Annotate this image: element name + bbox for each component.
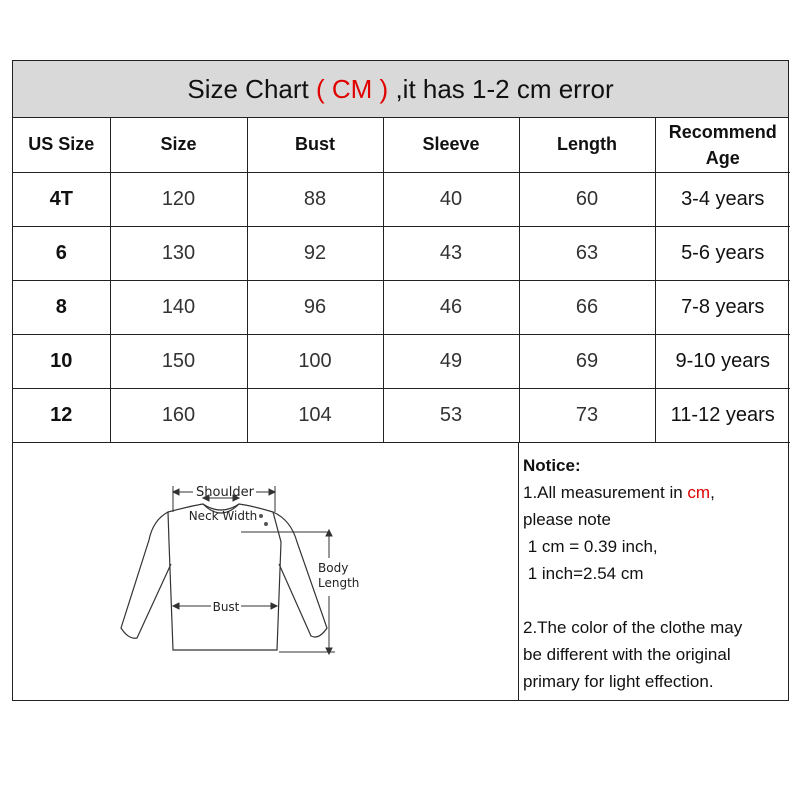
cell-sleeve: 53 xyxy=(383,388,519,442)
notice-text xyxy=(523,452,785,695)
section-divider xyxy=(518,442,519,700)
cell-bust: 92 xyxy=(247,226,383,280)
notice-line-1-suffix: , xyxy=(710,483,715,502)
label-neck-width: Neck Width xyxy=(188,509,258,523)
notice-line-5: 2.The color of the clothe may xyxy=(523,618,743,637)
table-row xyxy=(13,172,790,226)
notice-unit: cm xyxy=(687,483,711,502)
cell-age: 5-6 years xyxy=(655,226,790,280)
cell-size: 150 xyxy=(110,334,247,388)
cell-length: 60 xyxy=(519,172,655,226)
cell-sleeve: 40 xyxy=(383,172,519,226)
cell-sleeve: 49 xyxy=(383,334,519,388)
table-header-row xyxy=(13,118,790,172)
header-size: Size xyxy=(110,118,247,172)
title-unit: ( CM ) xyxy=(316,73,389,104)
header-sleeve: Sleeve xyxy=(383,118,519,172)
notice-spacer xyxy=(523,587,785,614)
cell-sleeve: 43 xyxy=(383,226,519,280)
chart-title xyxy=(13,61,788,118)
cell-length: 63 xyxy=(519,226,655,280)
cell-bust: 104 xyxy=(247,388,383,442)
cell-age: 11-12 years xyxy=(655,388,790,442)
cell-bust: 100 xyxy=(247,334,383,388)
notice-line-7: primary for light effection. xyxy=(523,672,714,691)
cell-age: 9-10 years xyxy=(655,334,790,388)
cell-bust: 96 xyxy=(247,280,383,334)
size-table xyxy=(13,118,790,443)
cell-size: 120 xyxy=(110,172,247,226)
notice-line-4: 1 inch=2.54 cm xyxy=(523,564,644,583)
info-section xyxy=(13,442,788,700)
cell-sleeve: 46 xyxy=(383,280,519,334)
notice-line-3: 1 cm = 0.39 inch, xyxy=(523,537,658,556)
cell-length: 73 xyxy=(519,388,655,442)
title-suffix: ,it has 1-2 cm error xyxy=(395,73,614,104)
cell-us-size: 4T xyxy=(13,172,110,226)
notice-heading: Notice: xyxy=(523,456,581,475)
label-body-length-2: Length xyxy=(318,576,360,590)
shirt-body-outline xyxy=(168,504,281,650)
cell-us-size: 6 xyxy=(13,226,110,280)
button-dot xyxy=(264,522,268,526)
button-dot xyxy=(259,514,263,518)
cell-size: 130 xyxy=(110,226,247,280)
cell-age: 3-4 years xyxy=(655,172,790,226)
notice-line-1 xyxy=(523,479,785,506)
cell-length: 69 xyxy=(519,334,655,388)
label-shoulder: Shoulder xyxy=(196,485,254,500)
cell-us-size: 10 xyxy=(13,334,110,388)
cell-size: 140 xyxy=(110,280,247,334)
header-recommend-age: Recommend Age xyxy=(655,118,790,172)
left-sleeve-outline xyxy=(121,512,171,638)
label-body-length-1: Body xyxy=(318,561,349,575)
header-length: Length xyxy=(519,118,655,172)
table-row xyxy=(13,280,790,334)
table-row xyxy=(13,226,790,280)
header-bust: Bust xyxy=(247,118,383,172)
table-row xyxy=(13,334,790,388)
header-us-size: US Size xyxy=(13,118,110,172)
table-row xyxy=(13,388,790,442)
cell-bust: 88 xyxy=(247,172,383,226)
cell-us-size: 12 xyxy=(13,388,110,442)
size-chart xyxy=(12,60,789,701)
measurement-diagram xyxy=(113,482,373,682)
title-prefix: Size Chart xyxy=(187,73,309,104)
cell-us-size: 8 xyxy=(13,280,110,334)
notice-line-1-prefix: 1.All measurement in xyxy=(523,483,688,502)
cell-length: 66 xyxy=(519,280,655,334)
notice-line-6: be different with the original xyxy=(523,645,731,664)
cell-age: 7-8 years xyxy=(655,280,790,334)
notice-line-2: please note xyxy=(523,510,611,529)
label-bust: Bust xyxy=(212,600,240,614)
cell-size: 160 xyxy=(110,388,247,442)
